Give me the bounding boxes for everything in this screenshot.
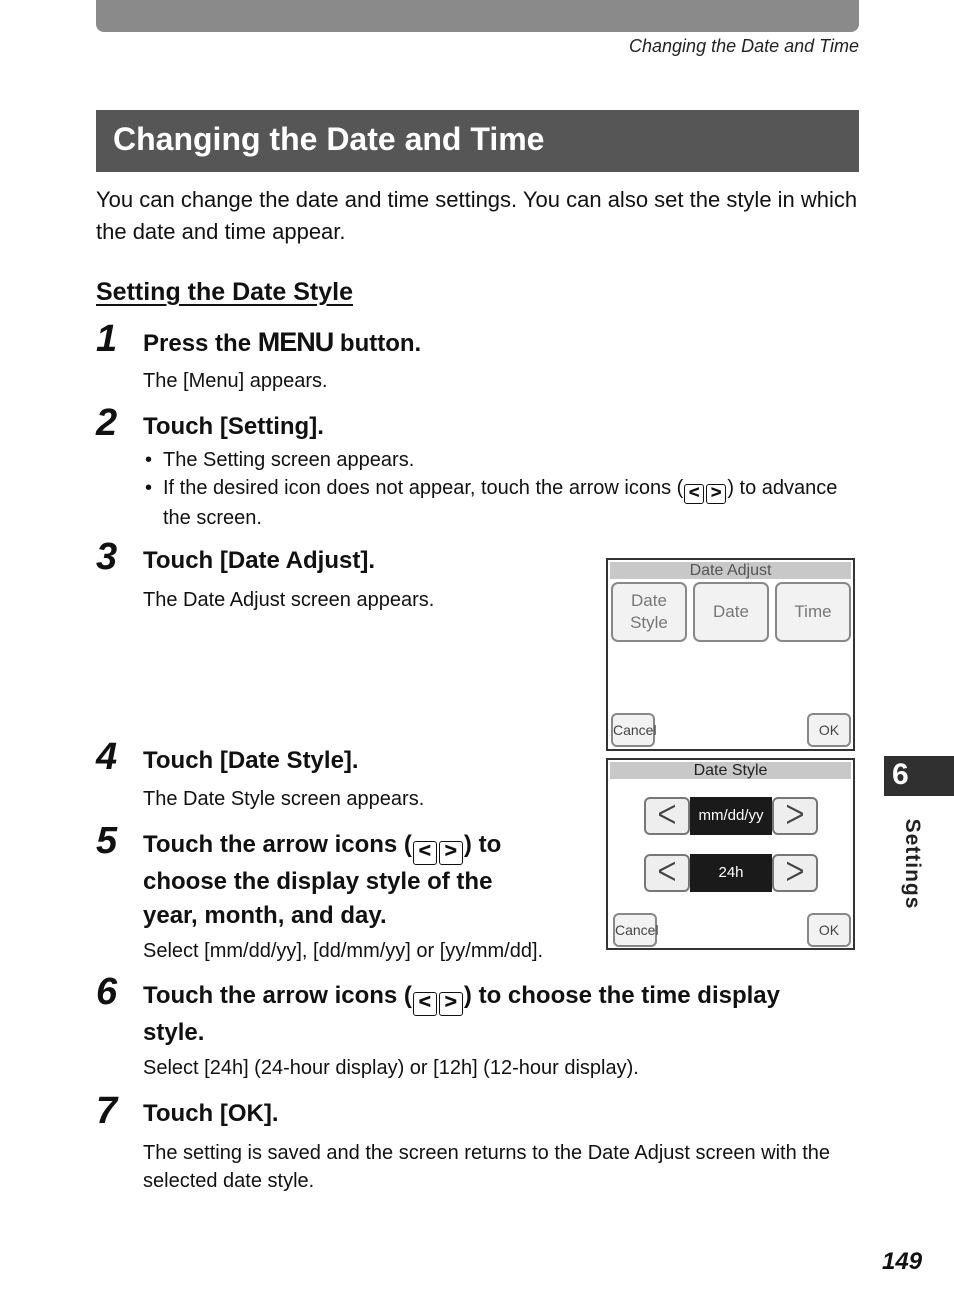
step-heading <box>143 325 421 361</box>
cancel-button[interactable]: Cancel <box>613 913 657 947</box>
screen-title: Date Adjust <box>610 562 851 579</box>
step-heading-text: year, month, and day. <box>143 902 387 929</box>
chapter-tab <box>884 756 954 796</box>
step-heading-text: ) to choose the time display <box>463 982 780 1009</box>
step-body: Select [24h] (24-hour display) or [12h] (12-hour display). <box>143 1057 639 1079</box>
bullet-text: If the desired icon does not appear, touch the arrow icons ( <box>163 477 684 499</box>
ok-button[interactable]: OK <box>807 713 851 747</box>
step-heading-text: Touch the arrow icons ( <box>143 982 412 1009</box>
arrow-left-icon: ᐸ <box>684 484 704 504</box>
arrow-left-icon: ᐸ <box>413 841 437 865</box>
step-heading-text: Touch the arrow icons ( <box>143 831 412 858</box>
step-body: The [Menu] appears. <box>143 370 328 392</box>
step-heading <box>143 979 859 1050</box>
step-number: 2 <box>96 402 118 444</box>
bullet-text: ) to advance the screen. <box>163 477 838 529</box>
section-heading: Setting the Date Style <box>96 278 353 306</box>
arrow-left-icon[interactable]: ᐸ <box>644 797 690 835</box>
tile-label: Style <box>630 613 668 632</box>
time-format-value: 24h <box>690 854 772 892</box>
chapter-label <box>902 812 922 912</box>
step-number: 5 <box>96 820 118 862</box>
chapter-label-text: Settings <box>901 818 924 910</box>
arrow-right-icon: ᐳ <box>439 992 463 1016</box>
step-heading: Touch [Date Adjust]. <box>143 547 375 574</box>
arrow-right-icon[interactable]: ᐳ <box>772 797 818 835</box>
tile-label: Date <box>713 602 749 621</box>
ok-button[interactable]: OK <box>807 913 851 947</box>
step-heading-text: style. <box>143 1019 205 1046</box>
menu-button-label: MENU <box>257 327 334 357</box>
date-style-tile[interactable] <box>611 582 687 642</box>
step-number: 1 <box>96 318 118 360</box>
header-bar <box>96 0 859 32</box>
step-heading-text: Press the <box>143 330 258 357</box>
intro-text: You can change the date and time settings. You can also set the style in which the date and time appear. <box>96 187 858 244</box>
date-format-value: mm/dd/yy <box>690 797 772 835</box>
arrow-right-icon[interactable]: ᐳ <box>772 854 818 892</box>
tile-label: Time <box>794 602 832 621</box>
time-tile[interactable] <box>775 582 851 642</box>
step-heading-text: choose the display style of the <box>143 868 493 895</box>
chapter-number: 6 <box>892 758 909 791</box>
step-heading-text: button. <box>333 330 422 357</box>
date-adjust-screen <box>606 558 855 751</box>
step-heading: Touch [Date Style]. <box>143 747 359 774</box>
step-number: 7 <box>96 1090 118 1132</box>
step-heading: Touch [OK]. <box>143 1100 279 1127</box>
step-number: 4 <box>96 736 118 778</box>
step-heading <box>143 828 501 933</box>
bullet-item <box>143 474 859 532</box>
arrow-left-icon[interactable]: ᐸ <box>644 854 690 892</box>
step-heading: Touch [Setting]. <box>143 413 324 440</box>
date-tile[interactable] <box>693 582 769 642</box>
step-body: Select [mm/dd/yy], [dd/mm/yy] or [yy/mm/dd]. <box>143 940 544 962</box>
step-body: The Date Style screen appears. <box>143 788 425 810</box>
step-number: 3 <box>96 536 118 578</box>
page-title: Changing the Date and Time <box>113 121 545 157</box>
step-body: The setting is saved and the screen returns to the Date Adjust screen with the selected date style. <box>143 1142 831 1192</box>
step-body: The Date Adjust screen appears. <box>143 589 435 611</box>
title-bar <box>96 110 859 172</box>
running-header: Changing the Date and Time <box>629 36 859 56</box>
date-style-screen <box>606 758 855 950</box>
arrow-right-icon: ᐳ <box>706 484 726 504</box>
arrow-right-icon: ᐳ <box>439 841 463 865</box>
arrow-left-icon: ᐸ <box>413 992 437 1016</box>
step-heading-text: ) to <box>463 831 502 858</box>
screen-title: Date Style <box>610 762 851 779</box>
step-body <box>143 446 859 532</box>
tile-label: Date <box>631 591 667 610</box>
cancel-button[interactable]: Cancel <box>611 713 655 747</box>
bullet-item: • The Setting screen appears. <box>143 446 859 474</box>
step-number: 6 <box>96 971 118 1013</box>
page-number: 149 <box>882 1248 923 1275</box>
